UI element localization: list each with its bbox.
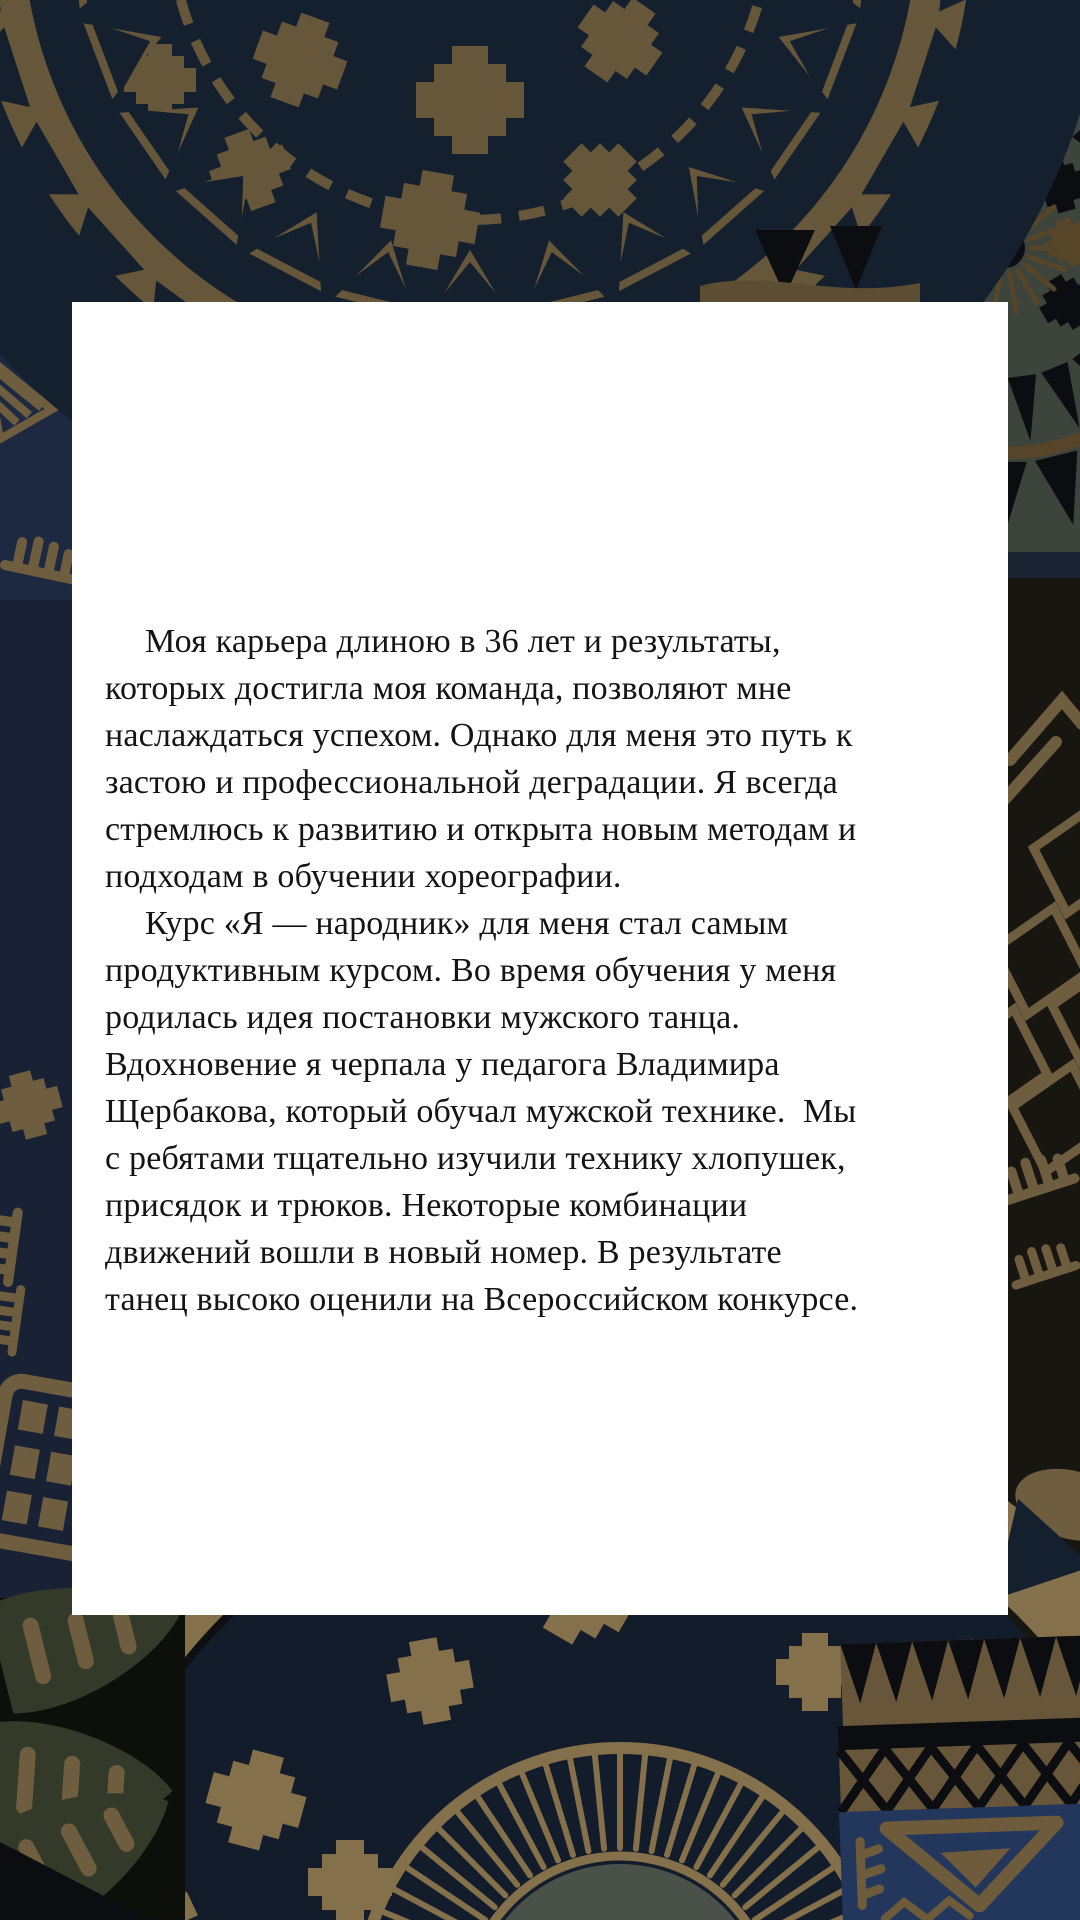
text-line: Вдохновение я черпала у педагога Владимира — [105, 1046, 780, 1083]
testimonial-text — [105, 618, 985, 1323]
text-line: танец высоко оценили на Всероссийском конкурсе. — [105, 1281, 859, 1318]
text-line: присядок и трюков. Некоторые комбинации — [105, 1187, 748, 1224]
text-line: которых достигла моя команда, позволяют мне — [105, 670, 792, 707]
text-line: продуктивным курсом. Во время обучения у меня — [105, 952, 837, 989]
text-line: наслаждаться успехом. Однако для меня это путь к — [105, 717, 853, 754]
text-line: подходам в обучении хореографии. — [105, 858, 622, 895]
text-line: родилась идея постановки мужского танца. — [105, 999, 741, 1036]
text-card — [72, 302, 1008, 1615]
text-line: с ребятами тщательно изучили технику хлопушек, — [105, 1140, 846, 1177]
text-line: Курс «Я — народник» для меня стал самым — [145, 905, 789, 942]
text-line: застою и профессиональной деградации. Я всегда — [105, 764, 838, 801]
text-line: стремлюсь к развитию и открыта новым методам и — [105, 811, 857, 848]
text-line: Щербакова, который обучал мужской технике. Мы — [105, 1093, 857, 1130]
text-line: движений вошли в новый номер. В результате — [105, 1234, 782, 1271]
text-line: Моя карьера длиною в 36 лет и результаты, — [145, 623, 781, 660]
